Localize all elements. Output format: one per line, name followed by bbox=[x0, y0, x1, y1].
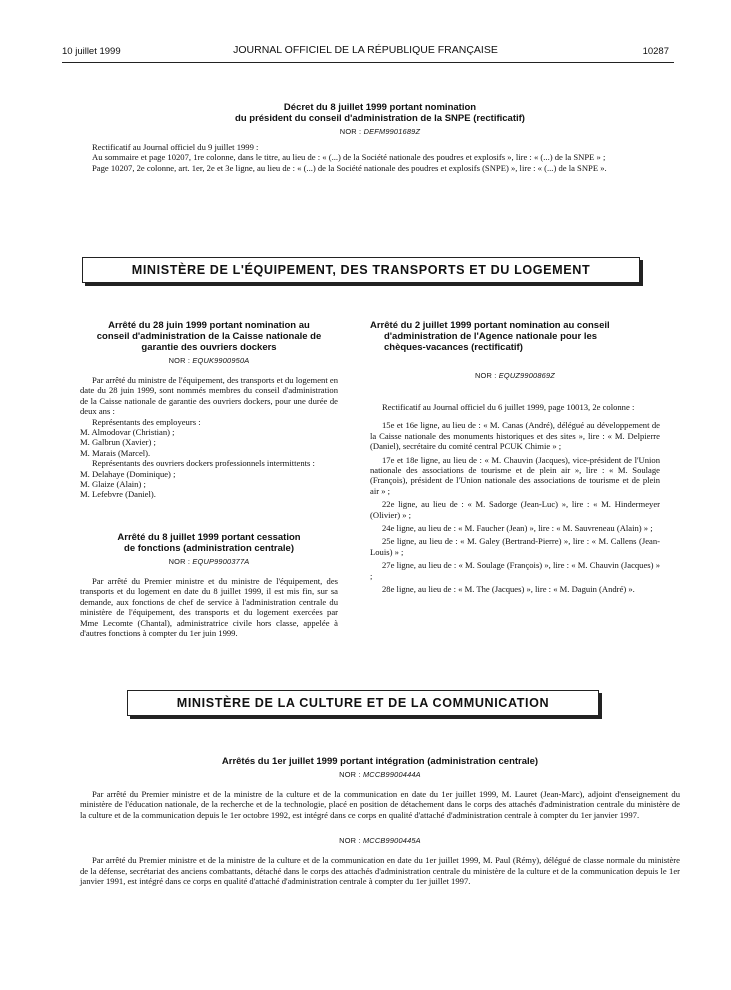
arrete-2-juillet-nor: NOR : EQUZ9900869Z bbox=[474, 371, 555, 380]
list-item: 25e ligne, au lieu de : « M. Galey (Bertrand-Pierre) », lire : « M. Callens (Jean-Louis) » ; bbox=[370, 536, 660, 557]
arrete-28-juin-nor: NOR : EQUK9900950A bbox=[168, 356, 250, 365]
header-date: 10 juillet 1999 bbox=[62, 46, 121, 57]
ministry-culture-banner: MINISTÈRE DE LA CULTURE ET DE LA COMMUNICATION bbox=[127, 690, 599, 716]
arrete-28-juin-title: Arrêté du 28 juin 1999 portant nomination au conseil d'administration de la Caisse nationale de garantie des ouvriers dockers bbox=[96, 320, 322, 353]
list-item: M. Delahaye (Dominique) ; bbox=[80, 468, 176, 479]
arrete-2-juillet-text: Rectificatif au Journal officiel du 6 juillet 1999, page 10013, 2e colonne : 15e et 16e ligne, au lieu de : « M. Canas (André), délégué au développement de la Caisse nationale des monuments historiques et des sites », lire : « M. Delpierre (Daniel), secrétaire du comité central PCUK Chimie » ; 17e et 18e ligne, au lieu de : « M. Chauvin (Jacques), vice-président de l'Union nationale des associations de tourisme et de plein air », lire : « M. Soulage (François), président de l'Union nationale des associations de tourisme et de plein air » ; 22e ligne, au lieu de : « M. Sadorge (Jean-Luc) », lire : « M. Hindermeyer (Olivier) » ; 24e ligne, au lieu de : « M. Faucher (Jean) », lire : « M. Sauvreneau (Alain) » ; 25e ligne, au lieu de : « M. Galey (Bertrand-Pierre) », lire : « M. Callens (Jean-Louis) » ; 27e ligne, au lieu de : « M. Soulage (François) », lire : « M. Chauvin (Jacques) » ; 28e ligne, au lieu de : « M. The (Jacques) », lire : « M. Daguin (André) ». bbox=[370, 402, 660, 595]
list-item: M. Galbrun (Xavier) ; bbox=[80, 437, 156, 448]
arrete-8-juillet-text: Par arrêté du Premier ministre et du ministre de l'équipement, des transports et du logement en date du 8 juillet 1999, il est mis fin, sur sa demande, aux fonctions de chef de service à l'administration centrale du ministère de l'équipement, des transports et du logement exercées par Mme Lecomte (Chantal), administratrice civile hors classe, appelée à d'autres fonctions à compter du 1er juin 1999. bbox=[80, 576, 338, 639]
list-item: 17e et 18e ligne, au lieu de : « M. Chauvin (Jacques), vice-président de l'Union nationale des associations de tourisme et de plein air », lire : « M. Soulage (François), président de l'Union nationale des associations de tourisme et de plein air » ; bbox=[370, 454, 660, 496]
arrete-8-juillet-title: Arrêté du 8 juillet 1999 portant cessation de fonctions (administration centrale) bbox=[117, 532, 301, 554]
decree-nor: NOR : DEFM9901689Z bbox=[339, 127, 421, 136]
arretes-text-2: Par arrêté du Premier ministre et de la ministre de la culture et de la communication en date du 1er juillet 1999, M. Paul (Rémy), délégué de classe normale du ministère de la défense, secrétariat des anciens combattants, détaché dans le corps des attachés d'administration centrale du ministère de la culture et de la communication depuis le 1er janvier 1991, est intégré dans ce corps en qualité d'attaché d'administration centrale à compter du 1er juillet 1997. bbox=[80, 855, 680, 887]
arretes-1er-juillet-title: Arrêtés du 1er juillet 1999 portant intégration (administration centrale) bbox=[221, 756, 539, 767]
list-item: 27e ligne, au lieu de : « M. Soulage (François) », lire : « M. Chauvin (Jacques) » ; bbox=[370, 560, 660, 581]
header-divider bbox=[62, 62, 674, 63]
list-item: 22e ligne, au lieu de : « M. Sadorge (Jean-Luc) », lire : « M. Hindermeyer (Olivier) » ; bbox=[370, 499, 660, 520]
arretes-text-1: Par arrêté du Premier ministre et de la ministre de la culture et de la communication en date du 1er juillet 1999, M. Lauret (Jean-Marc), adjoint d'enseignement du ministère de l'éducation nationale, de la recherche et de la technologie, placé en position de détachement dans le corps des attachés d'administration centrale du ministère de la culture et de la communication depuis le 1er octobre 1992, est intégré dans ce corps en qualité d'attaché d'administration centrale à compter du 1er janvier 1997. bbox=[80, 789, 680, 820]
list-item: M. Lefebvre (Daniel). bbox=[80, 489, 156, 500]
docker-representatives bbox=[80, 469, 338, 500]
list-item: M. Glaize (Alain) ; bbox=[80, 479, 146, 490]
arretes-1er-juillet bbox=[80, 756, 680, 886]
decree-snpe bbox=[80, 102, 680, 136]
arrete-8-juillet bbox=[80, 532, 338, 638]
arrete-28-juin bbox=[80, 320, 338, 500]
arrete-28-juin-text: Par arrêté du ministre de l'équipement, des transports et du logement en date du 28 juin 1999, sont nommés membres du conseil d'administration de la Caisse nationale de garantie des ouvriers dockers, pour une durée de deux ans : Représentants des employeurs : M. Almodovar (Christian) ; M. Galbrun (Xavier) ; M. Marais (Marcel). Représentants des ouvriers dockers professionnels intermittents : M. Delahaye (Dominique) ; M. Glaize (Alain) ; M. Lefebvre (Daniel). bbox=[80, 375, 338, 500]
header-journal-title: JOURNAL OFFICIEL DE LA RÉPUBLIQUE FRANÇAISE bbox=[233, 44, 498, 56]
arretes-nor-2: NOR : MCCB9900445A bbox=[339, 836, 421, 846]
employer-representatives bbox=[80, 427, 338, 458]
list-item: 15e et 16e ligne, au lieu de : « M. Canas (André), délégué au développement de la Caisse nationale des monuments historiques et des sites », lire : « M. Delpierre (Daniel), secrétaire du comité central PCUK Chimie » ; bbox=[370, 420, 660, 452]
list-item: 28e ligne, au lieu de : « M. The (Jacques) », lire : « M. Daguin (André) ». bbox=[382, 584, 635, 595]
arrete-2-juillet-title: Arrêté du 2 juillet 1999 portant nomination au conseil d'administration de l'Agence nationale pour les chèques-vacances (rectificatif) bbox=[370, 320, 610, 353]
arretes-nor-1: NOR : MCCB9900444A bbox=[339, 770, 421, 779]
decree-title: Décret du 8 juillet 1999 portant nomination du président du conseil d'administration de la SNPE (rectificatif) bbox=[235, 102, 525, 124]
arrete-2-juillet bbox=[370, 320, 660, 595]
list-item: M. Marais (Marcel). bbox=[80, 447, 151, 458]
arrete-8-juillet-nor: NOR : EQUP9900377A bbox=[168, 557, 250, 566]
decree-snpe-text: Rectificatif au Journal officiel du 9 juillet 1999 : Au sommaire et page 10207, 1re colonne, dans le titre, au lieu de : « (...) de la Société nationale des poudres et explosifs », lire : « (...) de la SNPE » ; Page 10207, 2e colonne, art. 1er, 2e et 3e ligne, au lieu de : « (...) de la Société nationale des poudres et explosifs (SNPE) », lire : « (...) de la SNPE ». bbox=[92, 142, 607, 173]
header-page-number: 10287 bbox=[642, 46, 669, 57]
list-item: 24e ligne, au lieu de : « M. Faucher (Jean) », lire : « M. Sauvreneau (Alain) » ; bbox=[382, 523, 653, 534]
list-item: M. Almodovar (Christian) ; bbox=[80, 427, 175, 438]
ministry-equipement-banner: MINISTÈRE DE L'ÉQUIPEMENT, DES TRANSPORTS ET DU LOGEMENT bbox=[82, 257, 640, 283]
